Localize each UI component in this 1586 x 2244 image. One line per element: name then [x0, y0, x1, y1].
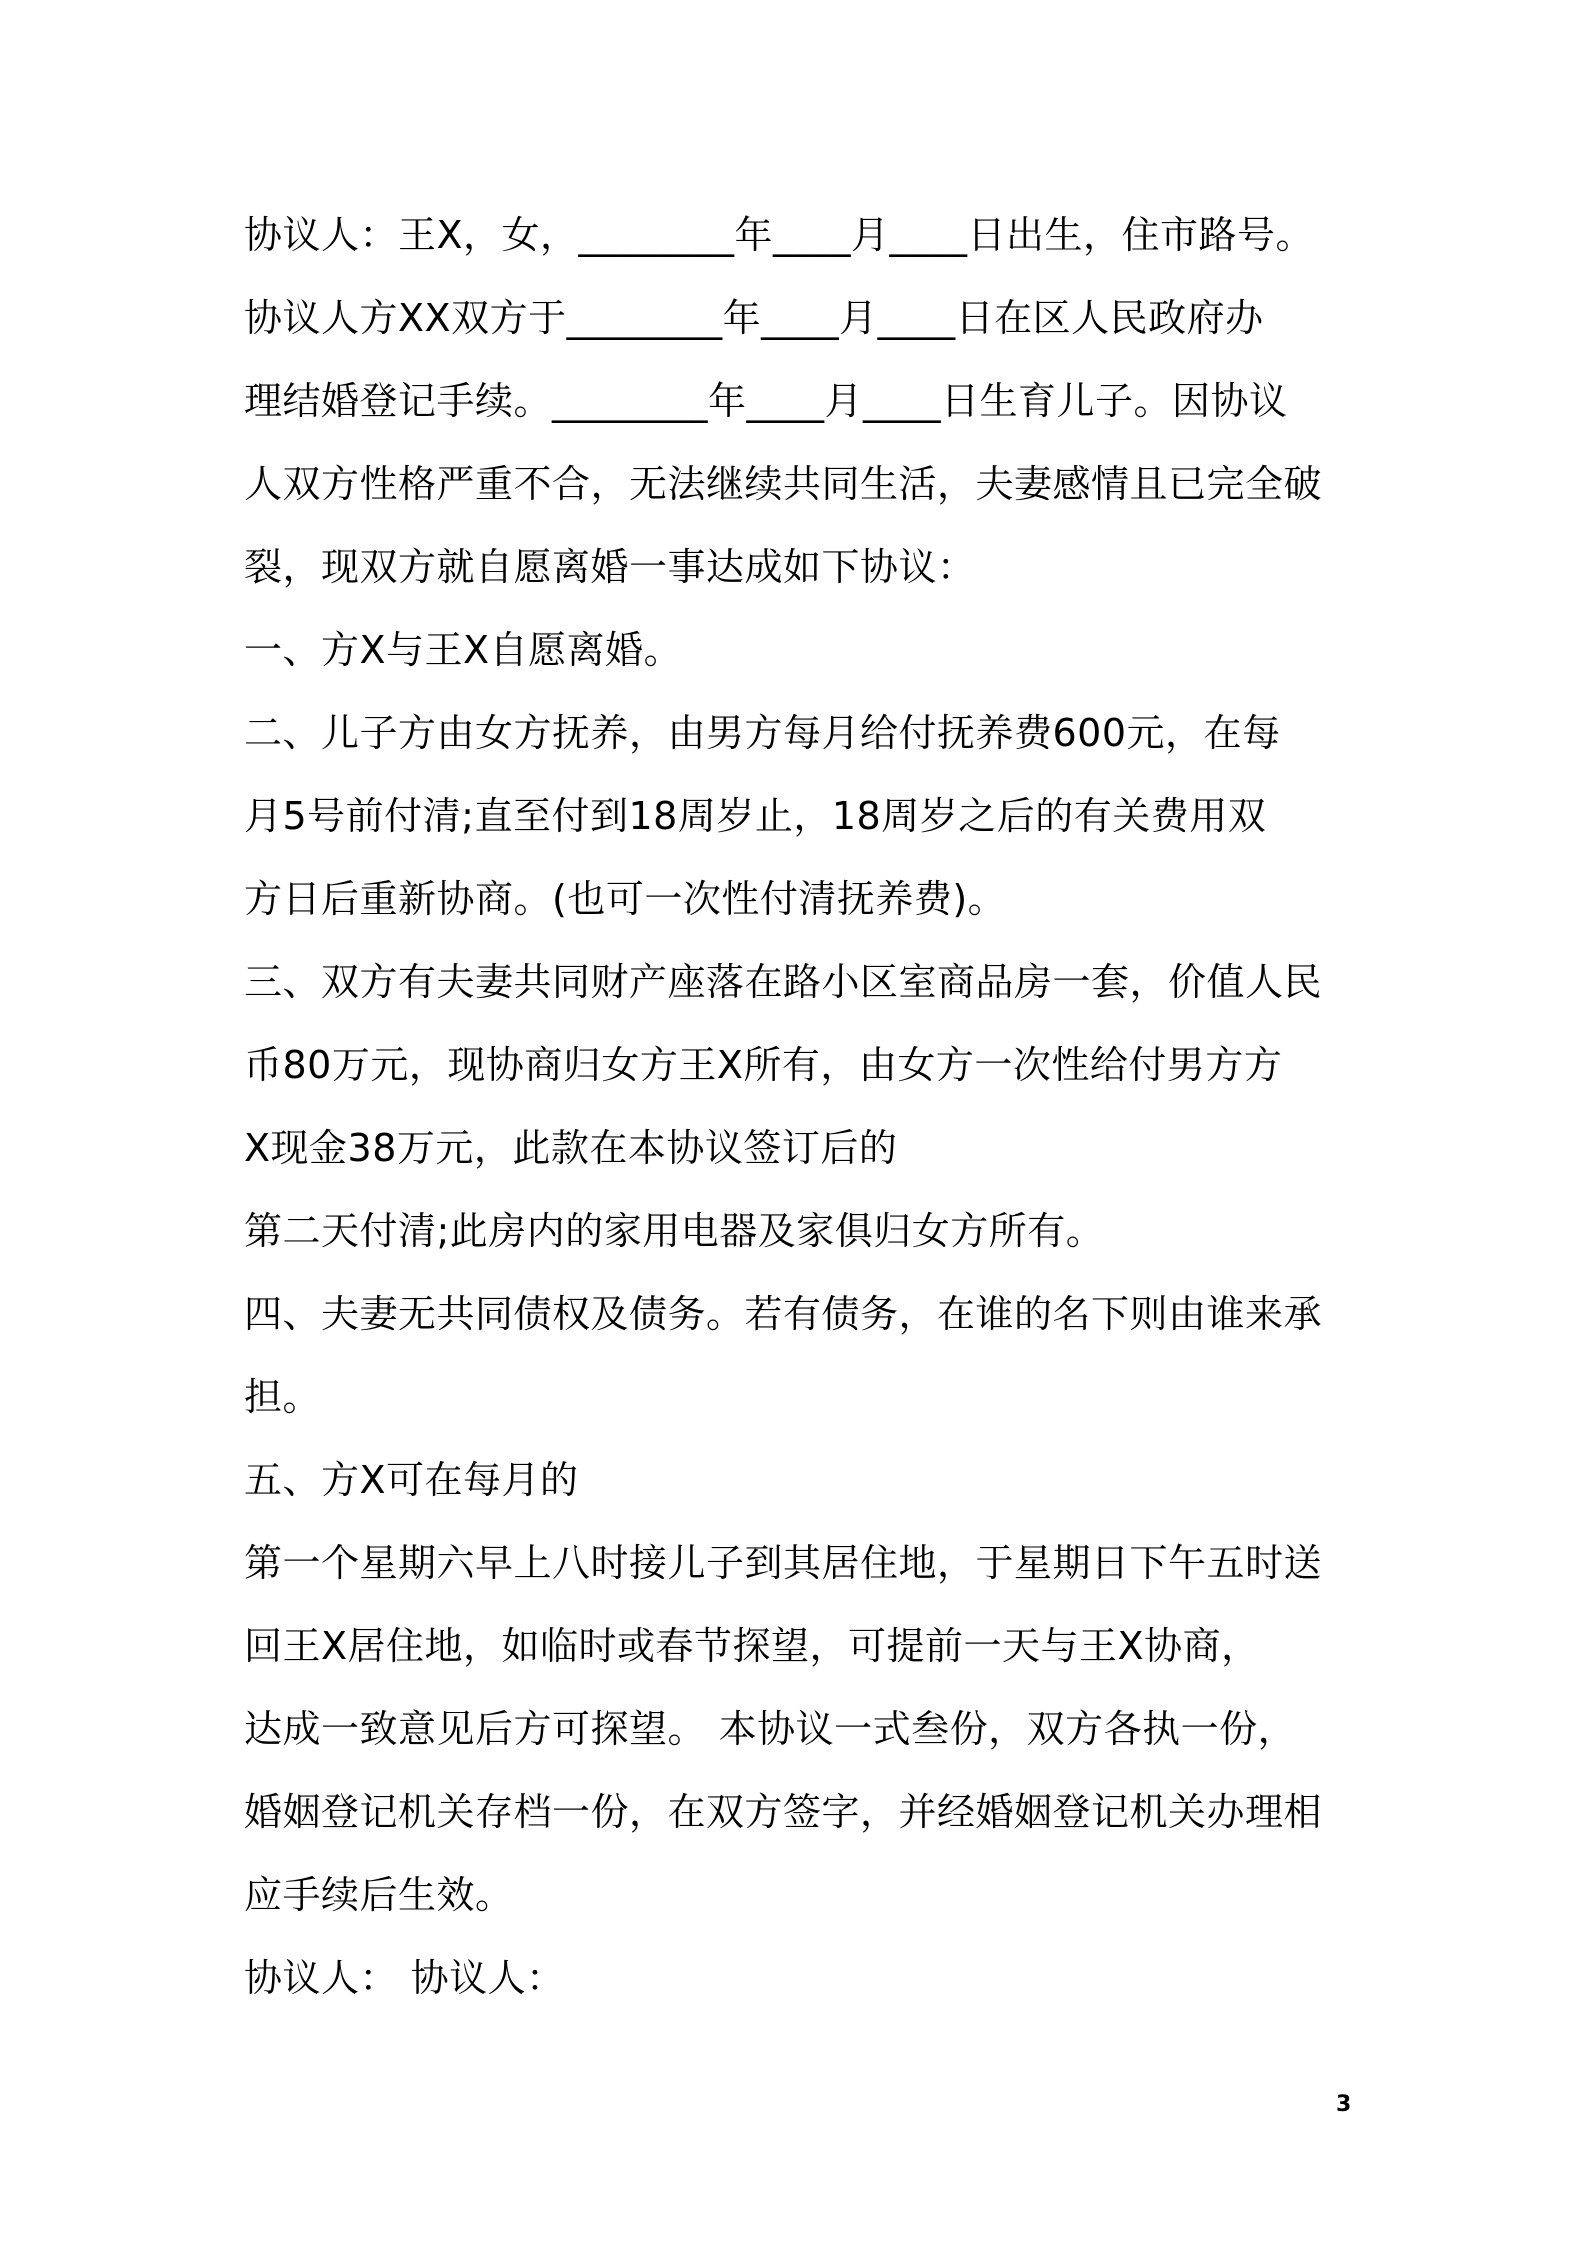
page-number: 3 [1336, 2092, 1352, 2117]
text-line: 担。 [244, 1375, 322, 1419]
text-line: 第二天付清;此房内的家用电器及家俱归女方所有。 [244, 1209, 1105, 1253]
text-line: 币80万元，现协商归女方王X所有，由女方一次性给付男方方 [244, 1043, 1283, 1087]
text-line: 协议人： 协议人： [244, 1956, 565, 2000]
text-line: 一、方X与王X自愿离婚。 [244, 628, 683, 672]
text-line: 三、双方有夫妻共同财产座落在路小区室商品房一套，价值人民 [244, 960, 1323, 1004]
text-line: 第一个星期六早上八时接儿子到其居住地，于星期日下午五时送 [244, 1541, 1323, 1585]
text-line: 协议人方XX双方于________年____月____日在区人民政府办 [244, 296, 1264, 340]
text-line: 理结婚登记手续。________年____月____日生育儿子。因协议 [244, 379, 1288, 423]
text-line: 回王X居住地，如临时或春节探望，可提前一天与王X协商， [244, 1624, 1260, 1668]
text-line: 人双方性格严重不合，无法继续共同生活，夫妻感情且已完全破 [244, 462, 1323, 506]
text-line: 婚姻登记机关存档一份，在双方签字，并经婚姻登记机关办理相 [244, 1790, 1323, 1834]
text-line: 月5号前付清;直至付到18周岁止，18周岁之后的有关费用双 [244, 794, 1267, 838]
text-line: X现金38万元，此款在本协议签订后的 [244, 1126, 898, 1170]
text-line: 达成一致意见后方可探望。 本协议一式叁份，双方各执一份， [244, 1707, 1297, 1751]
text-line: 四、夫妻无共同债权及债务。若有债务，在谁的名下则由谁来承 [244, 1292, 1323, 1336]
text-line: 五、方X可在每月的 [244, 1458, 579, 1502]
document-body [244, 194, 1364, 2020]
text-line: 应手续后生效。 [244, 1873, 514, 1917]
text-line: 裂，现双方就自愿离婚一事达成如下协议： [244, 545, 976, 589]
text-line: 协议人：王X，女，________年____月____日出生，住市路号。 [244, 213, 1315, 257]
text-line: 二、儿子方由女方抚养，由男方每月给付抚养费600元，在每 [244, 711, 1281, 755]
text-line: 方日后重新协商。(也可一次性付清抚养费)。 [244, 877, 1007, 921]
